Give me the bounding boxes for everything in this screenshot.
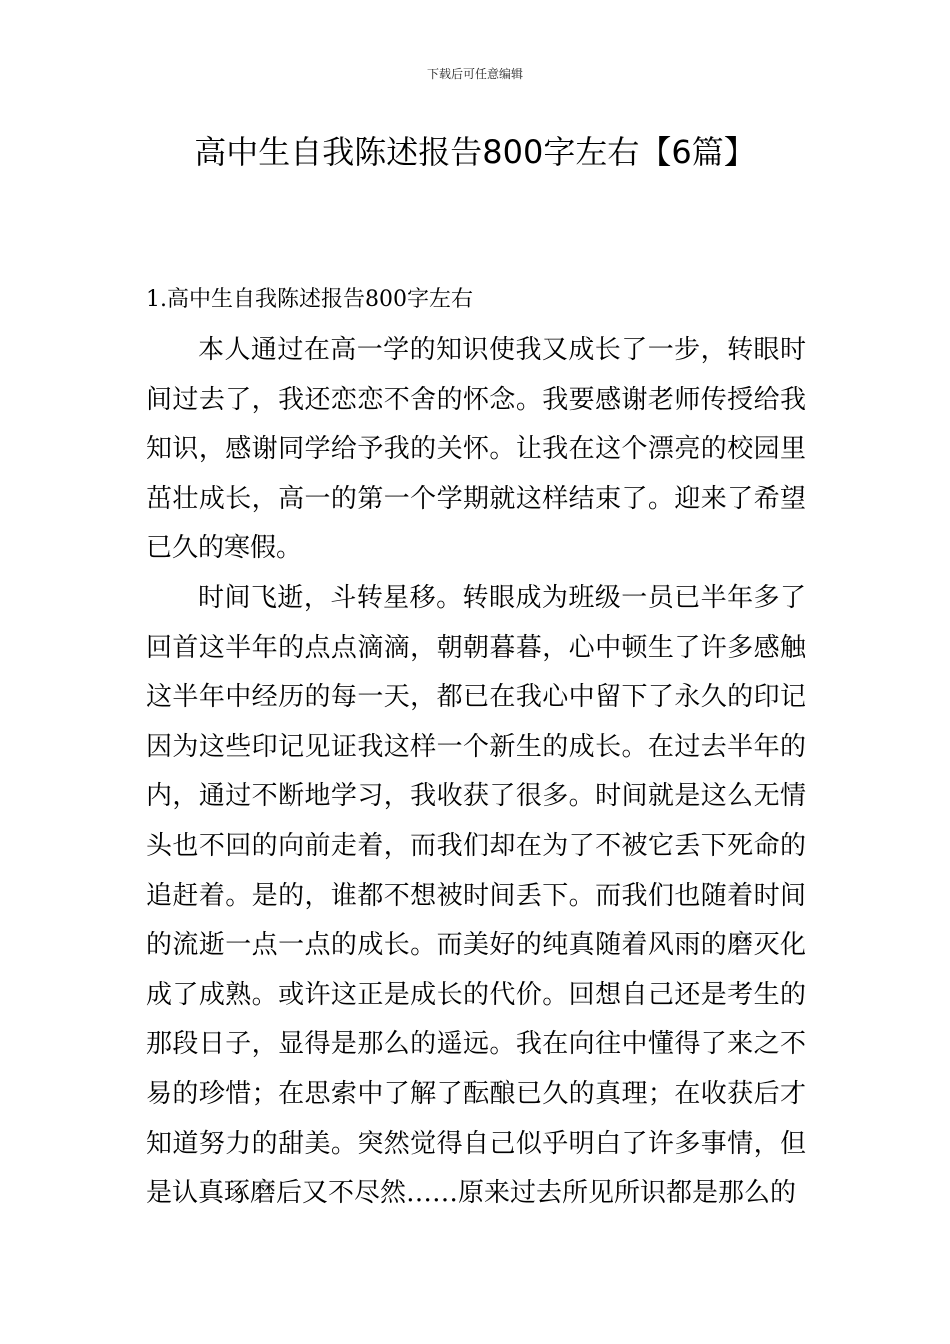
- document-body: [146, 326, 806, 1219]
- paragraph-1: 本人通过在高一学的知识使我又成长了一步，转眼时间过去了，我还恋恋不舍的怀念。我要感谢老师传授给我知识，感谢同学给予我的关怀。让我在这个漂亮的校园里茁壮成长，高一的第一个学期就这样结束了。迎来了希望已久的寒假。: [146, 335, 806, 564]
- document-title: 高中生自我陈述报告800字左右【6篇】: [194, 133, 756, 171]
- paragraph-2: 时间飞逝，斗转星移。转眼成为班级一员已半年多了回首这半年的点点滴滴，朝朝暮暮，心中顿生了许多感触这半年中经历的每一天，都已在我心中留下了永久的印记因为这些印记见证我这样一个新生的成长。在过去半年的内，通过不断地学习，我收获了很多。时间就是这么无情头也不回的向前走着，而我们却在为了不被它丢下死命的追赶着。是的，谁都不想被时间丢下。而我们也随着时间的流逝一点一点的成长。而美好的纯真随着风雨的磨灭化成了成熟。或许这正是成长的代价。回想自己还是考生的那段日子，显得是那么的遥远。我在向往中懂得了来之不易的珍惜；在思索中了解了酝酿已久的真理；在收获后才知道努力的甜美。突然觉得自己似乎明白了许多事情，但是认真琢磨后又不尽然……原来过去所见所识都是那么的: [146, 582, 806, 1209]
- section-heading: 1.高中生自我陈述报告800字左右: [146, 287, 473, 312]
- download-watermark: 下载后可任意编辑: [426, 67, 523, 81]
